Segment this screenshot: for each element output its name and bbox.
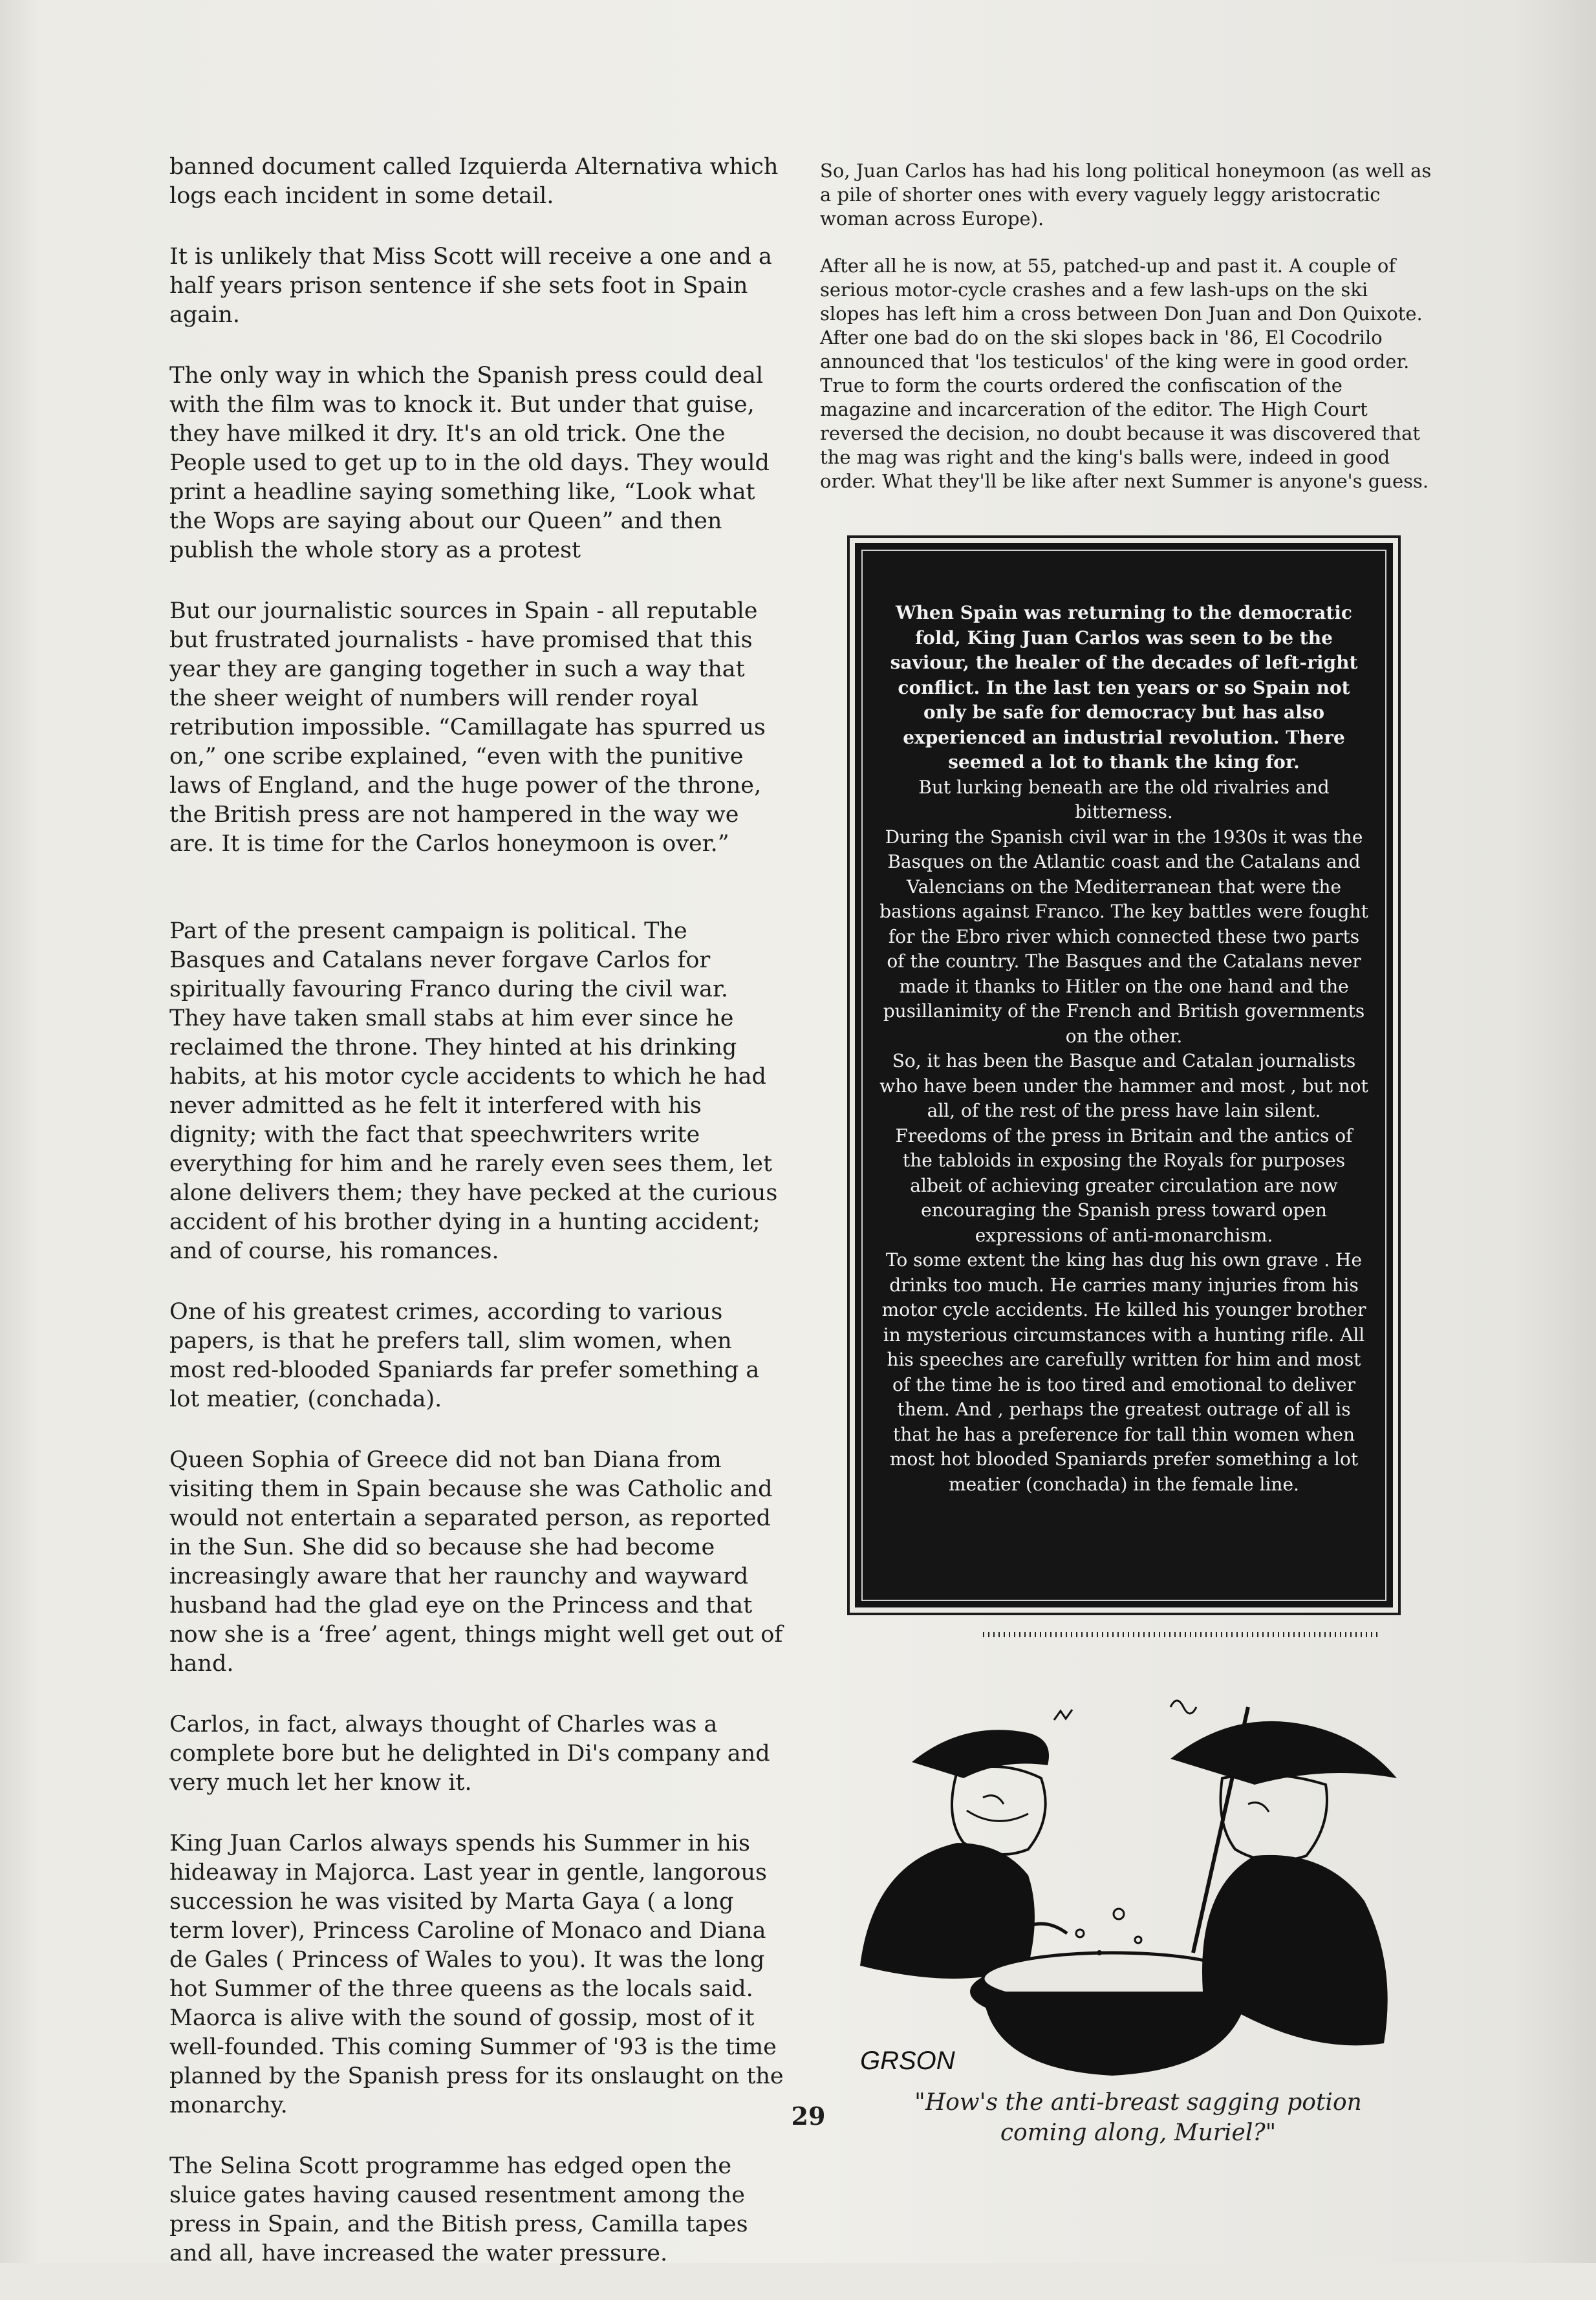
left-paragraph-9: King Juan Carlos always spends his Summer in his hideaway in Majorca. Last year in gentle, langorous succession he was visited by Marta Gaya ( a long term lover), Princess Caroline of Monaco and Diana de Gales ( Princess of Wales to you). It was the long hot Summer of the three queens as the locals said. Maorca is alive with the sound of gossip, most of it well-founded. This coming Summer of '93 is the time planned by the Spanish press for its onslaught on the monarchy. <box>169 1831 784 2118</box>
boxout-panel <box>847 535 1401 1615</box>
left-paragraph-1: banned document called Izquierda Alternativa which logs each incident in some detail. <box>169 154 779 209</box>
right-paragraph-1: So, Juan Carlos has had his long political honeymoon (as well as a pile of shorter ones with every vaguely leggy aristocratic woman across Europe). <box>820 160 1432 230</box>
boxout-paragraph-5: To some extent the king has dug his own grave . He drinks too much. He carries many injuries from his motor cycle accidents. He killed his younger brother in mysterious circumstances with a hunting rifle. All his speeches are carefully written for him and most of the time he is too tired and emotional to deliver them. And , perhaps the greatest outrage of all is that he has a preference for tall thin women when most hot blooded Spaniards prefer something a lot meatier (conchada) in the female line. <box>881 1249 1366 1495</box>
cartoon-caption: "How's the anti-breast sagging potion coming along, Muriel?" <box>914 2089 1362 2146</box>
right-column <box>820 159 1433 517</box>
left-paragraph-7: Queen Sophia of Greece did not ban Diana from visiting them in Spain because she was Catholic and would not entertain a separated person, as reported in the Sun. She did so because she had become increasingly aware that her raunchy and wayward husband had the glad eye on the Princess and that now she is a ‘free’ agent, things might well get out of hand. <box>169 1447 783 1677</box>
left-paragraph-2: It is unlikely that Miss Scott will receive a one and a half years prison sentence if she sets foot in Spain again. <box>169 244 772 328</box>
boxout-paragraph-3: So, it has been the Basque and Catalan journalists who have been under the hammer and most , but not all, of the rest of the press have lain silent. <box>879 1050 1368 1121</box>
boxout-lead: When Spain was returning to the democratic fold, King Juan Carlos was seen to be the saviour, the healer of the decades of left-right conflict. In the last ten years or so Spain not only be safe for democracy but has also experienced an industrial revolution. There seemed a lot to thank the king for. <box>890 602 1358 773</box>
boxout-paragraph-2: During the Spanish civil war in the 1930s it was the Basques on the Atlantic coast and the Catalans and Valencians on the Mediterranean that were the bastions against Franco. The key battles were fought for the Ebro river which connected these two parts of the country. The Basques and the Catalans never made it thanks to Hitler on the one hand and the pusillanimity of the French and British governments on the other. <box>879 826 1368 1047</box>
left-paragraph-4: But our journalistic sources in Spain - all reputable but frustrated journalists - have promised that this year they are ganging together in such a way that the sheer weight of numbers will render royal retribution impossible. “Camillagate has spurred us on,” one scribe explained, “even with the punitive laws of England, and the huge power of the throne, the British press are not hampered in the way we are. It is time for the Carlos honeymoon is over.” <box>169 598 766 857</box>
page-number: 29 <box>791 2101 826 2131</box>
left-paragraph-10: The Selina Scott programme has edged open the sluice gates having caused resentment among the press in Spain, and the Bitish press, Camilla tapes and all, have increased the water pressure. <box>169 2153 748 2266</box>
right-paragraph-2: After all he is now, at 55, patched-up and past it. A couple of serious motor-cycle crashes and a few lash-ups on the ski slopes has left him a cross between Don Juan and Don Quixote. After one bad do on the ski slopes back in '86, El Cocodrilo announced that 'los testiculos' of the king were in good order. True to form the courts ordered the confiscation of the magazine and incarceration of the editor. The High Court reversed the decision, no doubt because it was discovered that the mag was right and the king's balls were, indeed in good order. What they'll be like after next Summer is anyone's guess. <box>820 255 1429 492</box>
cartoonist-signature: GRSON <box>860 2047 955 2075</box>
left-paragraph-6: One of his greatest crimes, according to various papers, is that he prefers tall, slim women, when most red-blooded Spaniards far prefer something a lot meatier, (conchada). <box>169 1299 760 1412</box>
left-paragraph-8: Carlos, in fact, always thought of Charles was a complete bore but he delighted in Di's company and very much let her know it. <box>169 1712 770 1796</box>
cartoon-illustration <box>834 1629 1416 2082</box>
boxout-paragraph-4: Freedoms of the press in Britain and the antics of the tabloids in exposing the Royals for purposes albeit of achieving greater circulation are now encouraging the Spanish press toward open expressions of anti-monarchism. <box>895 1124 1353 1246</box>
boxout-inner <box>855 543 1393 1607</box>
boxout-paragraph-1: But lurking beneath are the old rivalries and bitterness. <box>918 776 1330 822</box>
left-column <box>169 153 784 2300</box>
left-paragraph-5: Part of the present campaign is political. The Basques and Catalans never forgave Carlos for spiritually favouring Franco during the civil war. They have taken small stabs at him ever since he reclaimed the throne. They hinted at his drinking habits, at his motor cycle accidents to which he had never admitted as he felt it interfered with his dignity; with the fact that speechwriters write everything for him and he rarely even sees them, let alone delivers them; they have pecked at the curious accident of his brother dying in a hunting accident; and of course, his romances. <box>169 918 778 1264</box>
left-paragraph-3: The only way in which the Spanish press could deal with the film was to knock it. But under that guise, they have milked it dry. It's an old trick. One the People used to get up to in the old days. They would print a headline saying something like, “Look what the Wops are saying about our Queen” and then publish the whole story as a protest <box>169 363 770 563</box>
witches-cartoon <box>834 1629 1416 2082</box>
